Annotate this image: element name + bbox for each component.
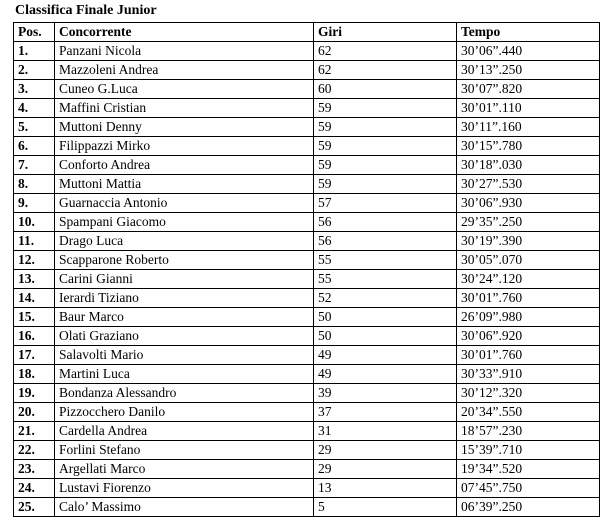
table-row bbox=[14, 460, 600, 479]
table-row bbox=[14, 422, 600, 441]
competitor-cell: Baur Marco bbox=[55, 308, 314, 327]
position-cell: 14. bbox=[14, 289, 55, 308]
competitor-cell: Drago Luca bbox=[55, 232, 314, 251]
header-laps: Giri bbox=[314, 23, 457, 42]
position-cell: 5. bbox=[14, 118, 55, 137]
laps-cell: 59 bbox=[314, 156, 457, 175]
time-cell: 18’57”.230 bbox=[457, 422, 600, 441]
table-row bbox=[14, 213, 600, 232]
laps-cell: 56 bbox=[314, 232, 457, 251]
time-cell: 30’06”.440 bbox=[457, 42, 600, 61]
time-cell: 30’06”.920 bbox=[457, 327, 600, 346]
table-row bbox=[14, 118, 600, 137]
competitor-cell: Scapparone Roberto bbox=[55, 251, 314, 270]
table-row bbox=[14, 156, 600, 175]
position-cell: 23. bbox=[14, 460, 55, 479]
time-cell: 29’35”.250 bbox=[457, 213, 600, 232]
position-cell: 19. bbox=[14, 384, 55, 403]
position-cell: 2. bbox=[14, 61, 55, 80]
laps-cell: 62 bbox=[314, 61, 457, 80]
laps-cell: 29 bbox=[314, 441, 457, 460]
position-cell: 4. bbox=[14, 99, 55, 118]
position-cell: 22. bbox=[14, 441, 55, 460]
laps-cell: 49 bbox=[314, 346, 457, 365]
time-cell: 20’34”.550 bbox=[457, 403, 600, 422]
laps-cell: 59 bbox=[314, 99, 457, 118]
table-row bbox=[14, 479, 600, 498]
position-cell: 13. bbox=[14, 270, 55, 289]
table-row bbox=[14, 327, 600, 346]
laps-cell: 59 bbox=[314, 118, 457, 137]
position-cell: 7. bbox=[14, 156, 55, 175]
table-row bbox=[14, 270, 600, 289]
position-cell: 12. bbox=[14, 251, 55, 270]
competitor-cell: Panzani Nicola bbox=[55, 42, 314, 61]
header-position: Pos. bbox=[14, 23, 55, 42]
competitor-cell: Cardella Andrea bbox=[55, 422, 314, 441]
position-cell: 24. bbox=[14, 479, 55, 498]
laps-cell: 52 bbox=[314, 289, 457, 308]
table-row bbox=[14, 384, 600, 403]
table-row bbox=[14, 498, 600, 517]
table-row bbox=[14, 80, 600, 99]
time-cell: 30’15”.780 bbox=[457, 137, 600, 156]
position-cell: 21. bbox=[14, 422, 55, 441]
table-row bbox=[14, 42, 600, 61]
laps-cell: 50 bbox=[314, 308, 457, 327]
competitor-cell: Muttoni Mattia bbox=[55, 175, 314, 194]
time-cell: 30’18”.030 bbox=[457, 156, 600, 175]
time-cell: 19’34”.520 bbox=[457, 460, 600, 479]
competitor-cell: Maffini Cristian bbox=[55, 99, 314, 118]
table-row bbox=[14, 365, 600, 384]
laps-cell: 60 bbox=[314, 80, 457, 99]
table-row bbox=[14, 289, 600, 308]
laps-cell: 50 bbox=[314, 327, 457, 346]
table-row bbox=[14, 137, 600, 156]
position-cell: 17. bbox=[14, 346, 55, 365]
position-cell: 9. bbox=[14, 194, 55, 213]
time-cell: 07’45”.750 bbox=[457, 479, 600, 498]
position-cell: 8. bbox=[14, 175, 55, 194]
table-row bbox=[14, 194, 600, 213]
competitor-cell: Spampani Giacomo bbox=[55, 213, 314, 232]
time-cell: 30’19”.390 bbox=[457, 232, 600, 251]
time-cell: 15’39”.710 bbox=[457, 441, 600, 460]
laps-cell: 55 bbox=[314, 270, 457, 289]
competitor-cell: Salavolti Mario bbox=[55, 346, 314, 365]
competitor-cell: Filippazzi Mirko bbox=[55, 137, 314, 156]
competitor-cell: Ierardi Tiziano bbox=[55, 289, 314, 308]
position-cell: 11. bbox=[14, 232, 55, 251]
position-cell: 15. bbox=[14, 308, 55, 327]
position-cell: 16. bbox=[14, 327, 55, 346]
competitor-cell: Bondanza Alessandro bbox=[55, 384, 314, 403]
competitor-cell: Pizzocchero Danilo bbox=[55, 403, 314, 422]
table-row bbox=[14, 232, 600, 251]
position-cell: 6. bbox=[14, 137, 55, 156]
time-cell: 30’12”.320 bbox=[457, 384, 600, 403]
time-cell: 30’27”.530 bbox=[457, 175, 600, 194]
laps-cell: 49 bbox=[314, 365, 457, 384]
table-row bbox=[14, 308, 600, 327]
header-time: Tempo bbox=[457, 23, 600, 42]
competitor-cell: Conforto Andrea bbox=[55, 156, 314, 175]
time-cell: 30’13”.250 bbox=[457, 61, 600, 80]
position-cell: 1. bbox=[14, 42, 55, 61]
laps-cell: 31 bbox=[314, 422, 457, 441]
time-cell: 30’01”.760 bbox=[457, 289, 600, 308]
time-cell: 30’07”.820 bbox=[457, 80, 600, 99]
table-row bbox=[14, 251, 600, 270]
table-row bbox=[14, 175, 600, 194]
laps-cell: 55 bbox=[314, 251, 457, 270]
time-cell: 30’24”.120 bbox=[457, 270, 600, 289]
laps-cell: 57 bbox=[314, 194, 457, 213]
table-row bbox=[14, 346, 600, 365]
position-cell: 3. bbox=[14, 80, 55, 99]
time-cell: 26’09”.980 bbox=[457, 308, 600, 327]
results-table bbox=[13, 22, 600, 517]
position-cell: 10. bbox=[14, 213, 55, 232]
position-cell: 18. bbox=[14, 365, 55, 384]
results-body bbox=[14, 42, 600, 517]
table-header-row bbox=[14, 23, 600, 42]
competitor-cell: Muttoni Denny bbox=[55, 118, 314, 137]
laps-cell: 29 bbox=[314, 460, 457, 479]
laps-cell: 37 bbox=[314, 403, 457, 422]
competitor-cell: Carini Gianni bbox=[55, 270, 314, 289]
laps-cell: 62 bbox=[314, 42, 457, 61]
table-row bbox=[14, 403, 600, 422]
position-cell: 20. bbox=[14, 403, 55, 422]
position-cell: 25. bbox=[14, 498, 55, 517]
laps-cell: 5 bbox=[314, 498, 457, 517]
time-cell: 06’39”.250 bbox=[457, 498, 600, 517]
laps-cell: 13 bbox=[314, 479, 457, 498]
competitor-cell: Martini Luca bbox=[55, 365, 314, 384]
time-cell: 30’01”.110 bbox=[457, 99, 600, 118]
time-cell: 30’05”.070 bbox=[457, 251, 600, 270]
competitor-cell: Argellati Marco bbox=[55, 460, 314, 479]
header-competitor: Concorrente bbox=[55, 23, 314, 42]
laps-cell: 56 bbox=[314, 213, 457, 232]
competitor-cell: Mazzoleni Andrea bbox=[55, 61, 314, 80]
time-cell: 30’11”.160 bbox=[457, 118, 600, 137]
competitor-cell: Forlini Stefano bbox=[55, 441, 314, 460]
competitor-cell: Cuneo G.Luca bbox=[55, 80, 314, 99]
competitor-cell: Olati Graziano bbox=[55, 327, 314, 346]
laps-cell: 59 bbox=[314, 137, 457, 156]
table-row bbox=[14, 61, 600, 80]
competitor-cell: Guarnaccia Antonio bbox=[55, 194, 314, 213]
time-cell: 30’33”.910 bbox=[457, 365, 600, 384]
table-row bbox=[14, 99, 600, 118]
time-cell: 30’01”.760 bbox=[457, 346, 600, 365]
time-cell: 30’06”.930 bbox=[457, 194, 600, 213]
laps-cell: 39 bbox=[314, 384, 457, 403]
competitor-cell: Lustavi Fiorenzo bbox=[55, 479, 314, 498]
laps-cell: 59 bbox=[314, 175, 457, 194]
page-title: Classifica Finale Junior bbox=[15, 3, 157, 18]
competitor-cell: Calo’ Massimo bbox=[55, 498, 314, 517]
table-row bbox=[14, 441, 600, 460]
